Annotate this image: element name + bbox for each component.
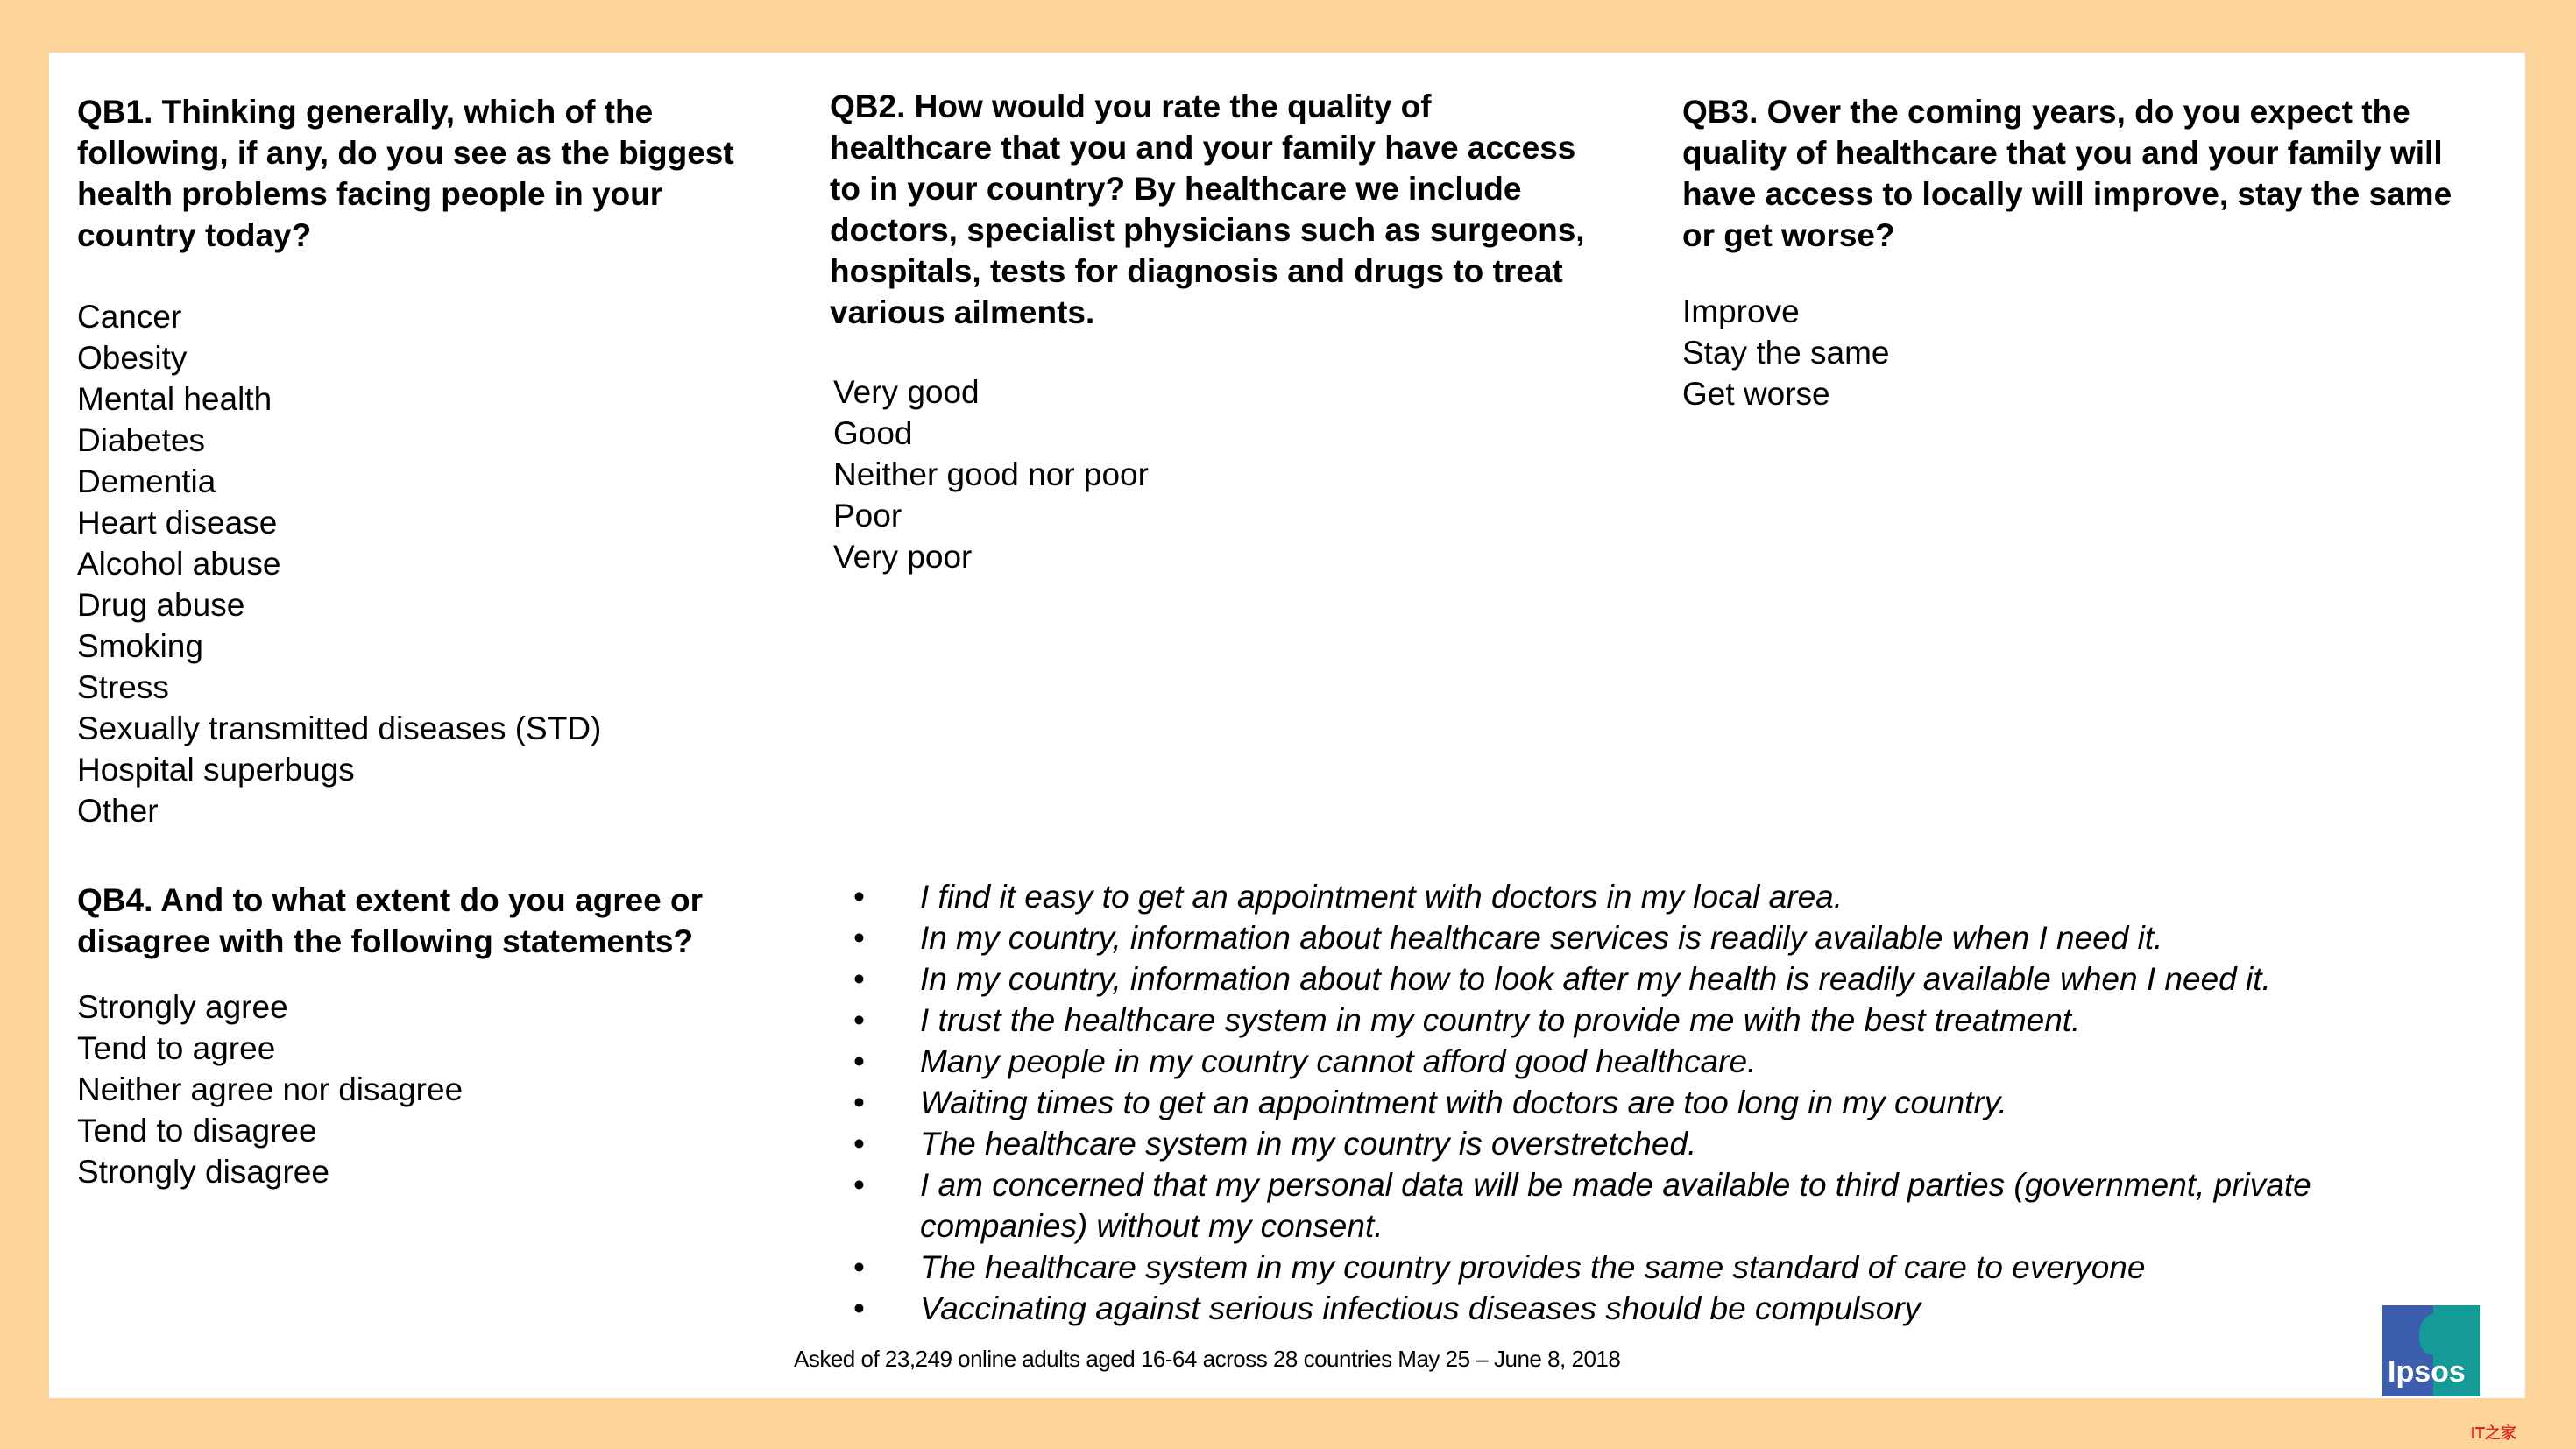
qb1-question: QB1. Thinking generally, which of the following, if any, do you see as the biggest health problems facing people in your country today?	[77, 94, 734, 253]
qb4-statements-item: • I find it easy to get an appointment with doctors in my local area.	[850, 876, 2410, 917]
qb4-statements-item: • The healthcare system in my country is overstretched.	[850, 1123, 2410, 1164]
qb4-options	[77, 986, 761, 1192]
qb1-options-item: Obesity	[77, 340, 188, 376]
qb3-options	[1682, 291, 2453, 414]
qb3-options-item: Stay the same	[1682, 335, 1890, 371]
qb4-block	[77, 880, 761, 1192]
qb2-options-item: Very good	[833, 374, 980, 410]
qb1-options-item: Mental health	[77, 381, 272, 417]
qb4-statements-item: • Many people in my country cannot afford good healthcare.	[850, 1041, 2410, 1082]
logo-text: Ipsos	[2388, 1355, 2466, 1389]
qb1-options-item: Stress	[77, 669, 169, 705]
qb1-options-item: Sexually transmitted diseases (STD)	[77, 710, 602, 746]
qb4-statements-item: • Waiting times to get an appointment with doctors are too long in my country.	[850, 1082, 2410, 1123]
qb1-block	[77, 91, 761, 831]
qb1-options-item: Hospital superbugs	[77, 752, 355, 788]
qb4-options-item: Neither agree nor disagree	[77, 1071, 464, 1107]
qb4-statements-item: • Vaccinating against serious infectious diseases should be compulsory	[850, 1288, 2410, 1329]
qb2-block	[830, 86, 1601, 577]
qb2-options-item: Neither good nor poor	[833, 456, 1149, 492]
qb1-options-item: Cancer	[77, 299, 182, 335]
qb4-statements-item: • I trust the healthcare system in my country to provide me with the best treatment.	[850, 1000, 2410, 1041]
ipsos-logo	[2382, 1305, 2480, 1396]
qb4-options-item: Strongly disagree	[77, 1154, 329, 1190]
qb1-options-item: Dementia	[77, 463, 216, 499]
qb2-options-item: Good	[833, 415, 913, 451]
qb4-statements-item: • In my country, information about how to look after my health is readily available when I need it.	[850, 958, 2410, 1000]
qb4-options-item: Tend to disagree	[77, 1113, 317, 1149]
qb1-options-item: Smoking	[77, 628, 203, 664]
qb4-statements-item: • I am concerned that my personal data will be made available to third parties (government, private companies) without my consent.	[850, 1164, 2410, 1247]
qb3-question: QB3. Over the coming years, do you expect the quality of healthcare that you and your family will have access to locally will improve, stay the same or get worse?	[1682, 94, 2452, 253]
qb1-options-item: Diabetes	[77, 422, 206, 458]
qb4-question: QB4. And to what extent do you agree or disagree with the following statements?	[77, 882, 704, 959]
qb2-options	[830, 371, 1601, 577]
qb4-statements-item: • In my country, information about healthcare services is readily available when I need it.	[850, 917, 2410, 958]
footnote: Asked of 23,249 online adults aged 16-64 across 28 countries May 25 – June 8, 2018	[794, 1346, 1621, 1372]
qb3-options-item: Get worse	[1682, 376, 1830, 412]
qb3-options-item: Improve	[1682, 293, 1800, 329]
qb2-options-item: Poor	[833, 498, 902, 534]
qb3-block	[1682, 91, 2453, 414]
qb1-options-item: Drug abuse	[77, 587, 245, 623]
watermark: IT之家	[2471, 1424, 2516, 1442]
qb2-options-item: Very poor	[833, 539, 973, 575]
qb4-options-item: Tend to agree	[77, 1030, 276, 1066]
qb1-options	[77, 296, 761, 831]
qb1-options-item: Other	[77, 793, 159, 829]
qb4-statements-item: • The healthcare system in my country provides the same standard of care to everyone	[850, 1247, 2410, 1288]
qb1-options-item: Heart disease	[77, 505, 278, 541]
qb2-question: QB2. How would you rate the quality of healthcare that you and your family have access to in your country? By healthcare we include doctors, specialist physicians such as surgeons, hospitals, tests for diagnosis and drugs to treat various ailments.	[830, 88, 1585, 330]
qb4-options-item: Strongly agree	[77, 989, 288, 1025]
qb1-options-item: Alcohol abuse	[77, 546, 281, 582]
qb4-statements	[850, 876, 2410, 1329]
